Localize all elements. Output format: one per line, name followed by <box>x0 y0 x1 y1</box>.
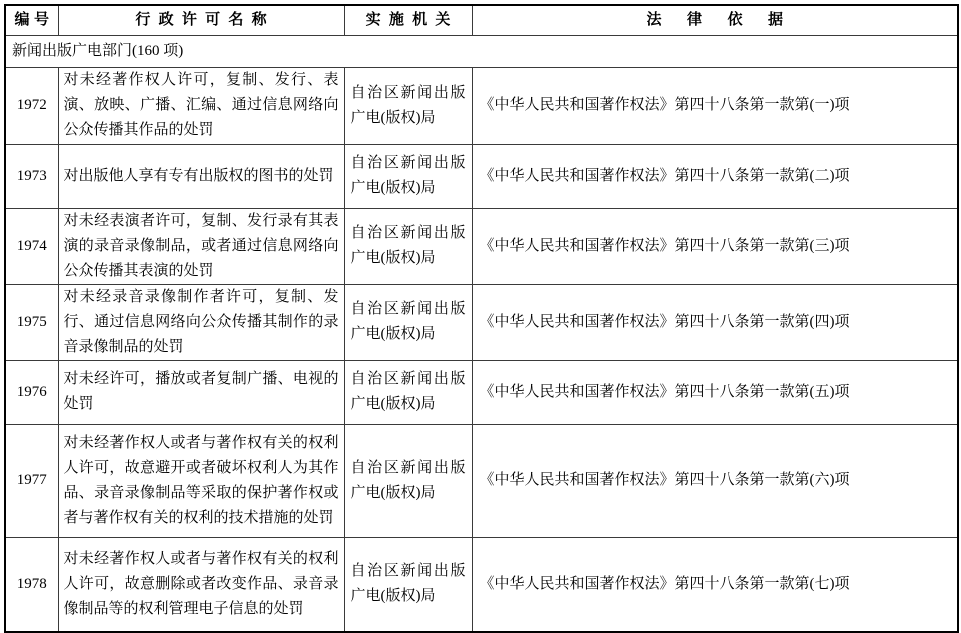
cell-agency: 自治区新闻出版广电(版权)局 <box>344 208 472 284</box>
cell-id: 1978 <box>5 537 58 632</box>
cell-permit-name: 对未经著作权人许可，复制、发行、表演、放映、广播、汇编、通过信息网络向公众传播其作品的处罚 <box>58 67 344 144</box>
cell-agency: 自治区新闻出版广电(版权)局 <box>344 144 472 208</box>
cell-id: 1975 <box>5 284 58 360</box>
table-row-1973 <box>5 144 958 208</box>
cell-legal-basis: 《中华人民共和国著作权法》第四十八条第一款第(五)项 <box>472 360 958 424</box>
col-header-id: 编号 <box>5 5 58 35</box>
cell-permit-name: 对未经著作权人或者与著作权有关的权利人许可，故意避开或者破坏权利人为其作品、录音录像制品等采取的保护著作权或者与著作权有关的权利的技术措施的处罚 <box>58 424 344 537</box>
permits-table <box>4 4 959 633</box>
cell-id: 1973 <box>5 144 58 208</box>
cell-legal-basis: 《中华人民共和国著作权法》第四十八条第一款第(六)项 <box>472 424 958 537</box>
col-header-legal-basis: 法律依据 <box>472 5 958 35</box>
cell-agency: 自治区新闻出版广电(版权)局 <box>344 360 472 424</box>
table-row-1972 <box>5 67 958 144</box>
cell-legal-basis: 《中华人民共和国著作权法》第四十八条第一款第(三)项 <box>472 208 958 284</box>
cell-permit-name: 对未经表演者许可，复制、发行录有其表演的录音录像制品，或者通过信息网络向公众传播其表演的处罚 <box>58 208 344 284</box>
cell-agency: 自治区新闻出版广电(版权)局 <box>344 537 472 632</box>
col-header-agency: 实施机关 <box>344 5 472 35</box>
cell-permit-name: 对未经著作权人或者与著作权有关的权利人许可，故意删除或者改变作品、录音录像制品等的权利管理电子信息的处罚 <box>58 537 344 632</box>
cell-id: 1976 <box>5 360 58 424</box>
cell-id: 1977 <box>5 424 58 537</box>
cell-legal-basis: 《中华人民共和国著作权法》第四十八条第一款第(七)项 <box>472 537 958 632</box>
cell-legal-basis: 《中华人民共和国著作权法》第四十八条第一款第(一)项 <box>472 67 958 144</box>
table-row-1974 <box>5 208 958 284</box>
cell-permit-name: 对未经录音录像制作者许可，复制、发行、通过信息网络向公众传播其制作的录音录像制品的处罚 <box>58 284 344 360</box>
table-row-1975 <box>5 284 958 360</box>
cell-agency: 自治区新闻出版广电(版权)局 <box>344 424 472 537</box>
table-row-1976 <box>5 360 958 424</box>
section-title: 新闻出版广电部门(160 项) <box>5 35 958 67</box>
table-row-1978 <box>5 537 958 632</box>
cell-agency: 自治区新闻出版广电(版权)局 <box>344 67 472 144</box>
cell-legal-basis: 《中华人民共和国著作权法》第四十八条第一款第(二)项 <box>472 144 958 208</box>
cell-permit-name: 对未经许可，播放或者复制广播、电视的处罚 <box>58 360 344 424</box>
col-header-name: 行政许可名称 <box>58 5 344 35</box>
table-row-1977 <box>5 424 958 537</box>
cell-id: 1972 <box>5 67 58 144</box>
cell-permit-name: 对出版他人享有专有出版权的图书的处罚 <box>58 144 344 208</box>
section-row <box>5 35 958 67</box>
cell-agency: 自治区新闻出版广电(版权)局 <box>344 284 472 360</box>
cell-id: 1974 <box>5 208 58 284</box>
cell-legal-basis: 《中华人民共和国著作权法》第四十八条第一款第(四)项 <box>472 284 958 360</box>
header-row <box>5 5 958 35</box>
